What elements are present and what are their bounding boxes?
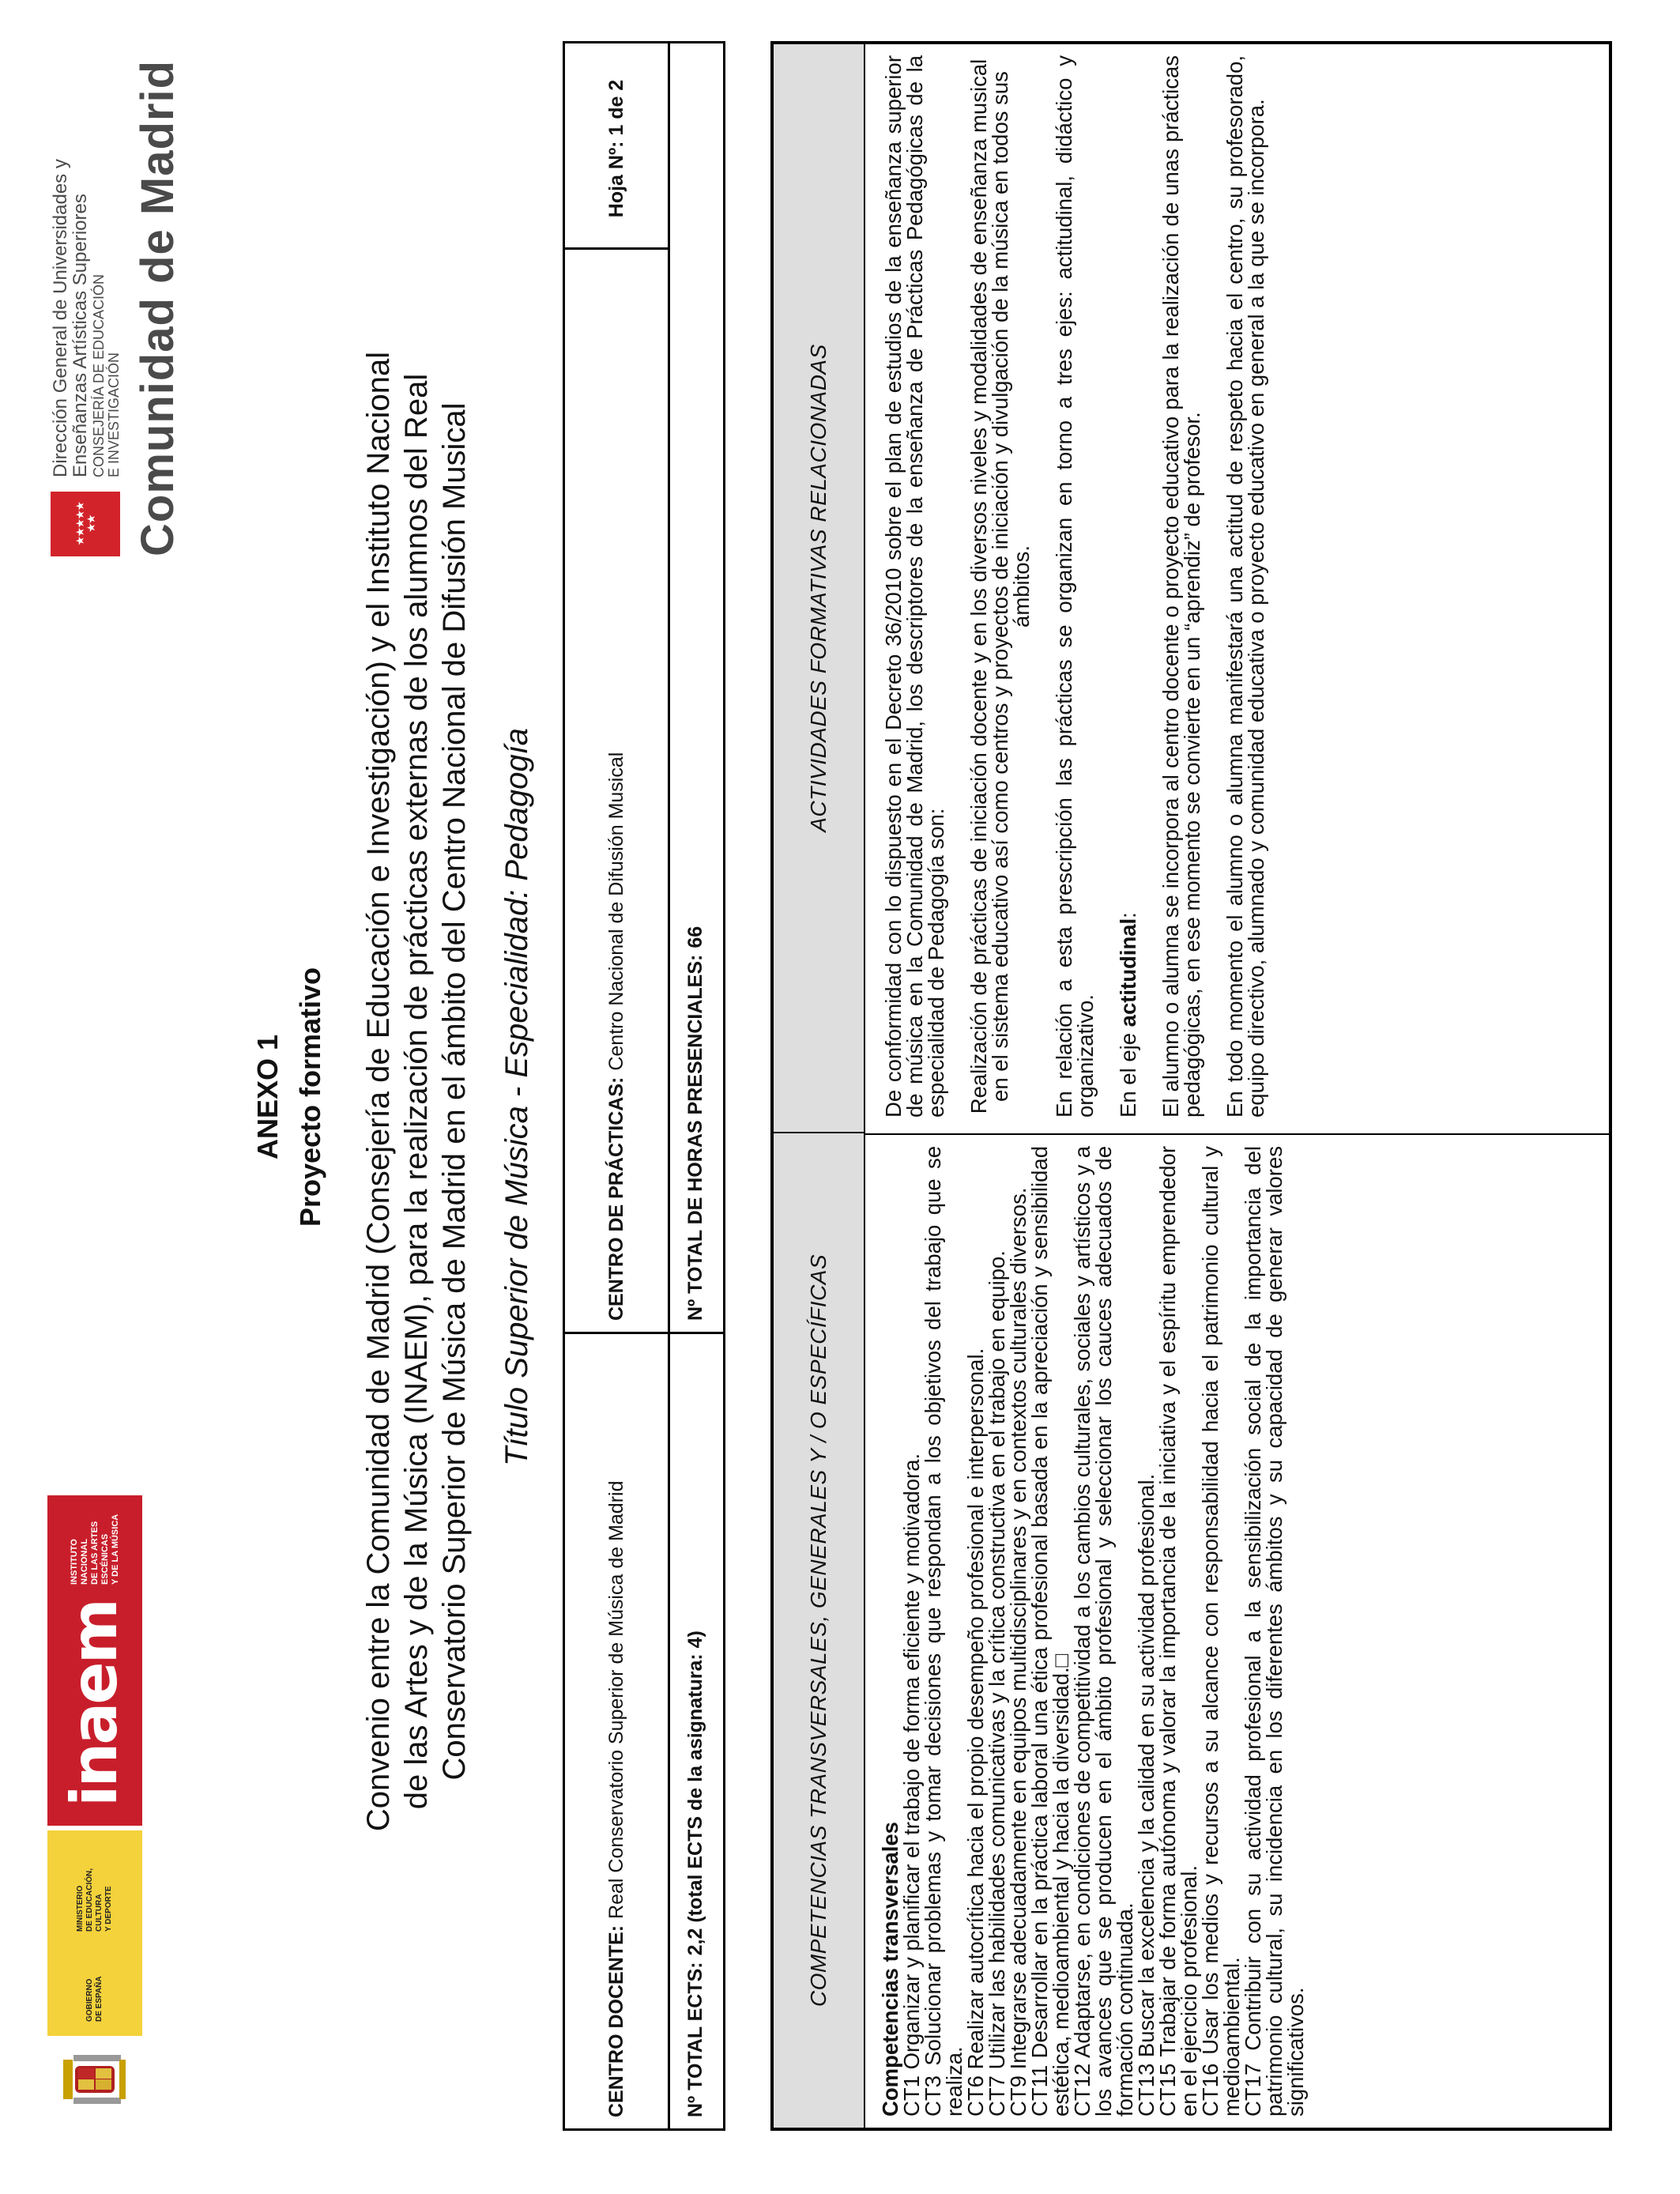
competency-item: CT13 Buscar la excelencia y la calidad en su actividad profesional. [1134,1473,1158,2117]
competency-item: CT3 Solucionar problemas y tomar decisiones que respondan a los objetivos del trabajo que se realiza. [921,1146,966,2117]
madrid-department: Dirección General de Universidades y Enseñanzas Artísticas Superiores [50,159,91,477]
activities-paragraph: El alumno o alumna se incorpora al centro docente o proyecto educativo para la realización de unas prácticas pedagógicas, en ese momento se convierte en un “aprendiz” de profesor. [1158,55,1204,1118]
annex-title: ANEXO 1 [251,1034,284,1160]
ects-cell: Nº TOTAL ECTS: 2,2 (total ECTS de la asignatura: 4) [668,1332,723,2128]
government-label: GOBIERNO DE ESPAÑA [85,1976,104,2022]
competency-item: CT11 Desarrollar en la práctica laboral una ética profesional basada en la apreciación y sensibilidad estética, medioambiental y hacia la diversidad.□ [1027,1146,1073,2117]
competencies-heading: Competencias transversales [878,1822,902,2117]
page-number-cell: Hoja Nº: 1 de 2 [605,79,627,218]
competency-item: CT7 Utilizar las habilidades comunicativas y la crítica constructiva en el trabajo en equipo. [985,1250,1009,2117]
inaem-logo [47,1495,142,1826]
degree-title: Título Superior de Música - Especialidad: Pedagogía [499,728,534,1466]
competency-item: CT12 Adaptarse, en condiciones de competitividad a los cambios culturales, sociales y artísticos y a los avances que se producen en el ámbito profesional y seleccionar los cauces adecuados de formación continuada. [1070,1146,1137,2117]
descriptor-paragraph: Realización de prácticas de iniciación docente y en los diversos niveles y modalidades de enseñanza musical en el sistema educativo así como centros y proyectos de iniciación y divulgación de la música en todos sus ámbitos. [966,58,1034,1114]
competency-item: CT16 Usar los medios y recursos a su alcance con responsabilidad hacia el patrimonio cultural y medioambiental. [1198,1146,1244,2117]
activities-column [864,44,1610,1133]
activities-paragraph: De conformidad con lo dispuesto en el Decreto 36/2010 sobre el plan de estudios de la enseñanza superior de música en la Comunidad de Madrid, los descriptores de la enseñanza de Prácticas Pedagógicas de la especialidad de Pedagogía son: [881,55,948,1118]
table-header [774,44,865,2128]
competency-item: CT17 Contribuir con su actividad profesional a la sensibilización social de la importancia del patrimonio cultural, su incidencia en los diferentes ámbitos y su capacidad de generar valores significativos. [1241,1146,1308,2117]
centro-docente-cell: CENTRO DOCENTE: Real Conservatorio Superior de Música de Madrid [565,1332,668,2128]
competencies-table [770,41,1612,2131]
competency-item: CT6 Realizar autocrítica hacia el propio desempeño profesional e interpersonal. [963,1348,988,2117]
madrid-consejeria: CONSEJERÍA DE EDUCACIÓN E INVESTIGACIÓN [91,273,122,477]
info-table [563,41,725,2131]
hours-cell: Nº TOTAL DE HORAS PRESENCIALES: 66 [684,925,706,1321]
document-subtitle: Proyecto formativo [294,967,326,1227]
inaem-wordmark: inaem [58,1600,131,1807]
activities-paragraph: En relación a esta prescripción las prácticas se organizan en torno a tres ejes: actitudinal, didáctico y organizativo. [1052,55,1098,1118]
activities-paragraph: En todo momento el alumno o alumna manifestará una actitud de respeto hacia el centro, su profesorado, equipo directivo, alumnado y comunidad educativa o proyecto educativo en general a la que se incorpora. [1222,55,1268,1118]
madrid-logo [51,43,193,556]
competency-item: CT9 Integrarse adecuadamente en equipos multidisciplinares y en contextos culturales diversos. [1006,1187,1030,2117]
activities-header: ACTIVIDADES FORMATIVAS RELACIONADAS [806,344,831,832]
agreement-title: Convenio entre la Comunidad de Madrid (Consejería de Educación e Investigación) y el Instituto Nacional de las Artes y de la Música (INAEM), para la realización de prácticas externas de los alumnos del Real Conservatorio Superior de Música de Madrid en el ámbito del Centro Nacional de Difusión Musical [361,351,472,1832]
competencies-column [864,1133,1610,2128]
coat-of-arms-icon [47,2036,142,2123]
ministry-logo [47,1830,142,2123]
madrid-brand: Comunidad de Madrid [132,60,183,556]
inaem-subtitle: INSTITUTO NACIONAL DE LAS ARTES ESCÉNICAS Y DE LA MÚSICA [69,1514,120,1585]
competency-item: CT1 Organizar y planificar el trabajo de forma eficiente y motivadora. [899,1453,924,2117]
madrid-flag-icon: ★ ★ ★ ★ ★ ★ ★ [51,492,120,556]
competencies-header: COMPETENCIAS TRANSVERSALES, GENERALES Y / O ESPECÍFICAS [774,1132,864,2128]
centro-practicas-cell: CENTRO DE PRÁCTICAS: Centro Nacional de Difusión Musical [565,247,668,1332]
competency-item: CT15 Trabajar de forma autónoma y valorar la importancia de la iniciativa y el espíritu emprendedor en el ejercicio profesional. [1155,1146,1201,2117]
ministry-label: MINISTERIO DE EDUCACIÓN, CULTURA Y DEPORTE [76,1868,113,1932]
axis-paragraph: En el eje actitudinal: [1116,912,1140,1118]
